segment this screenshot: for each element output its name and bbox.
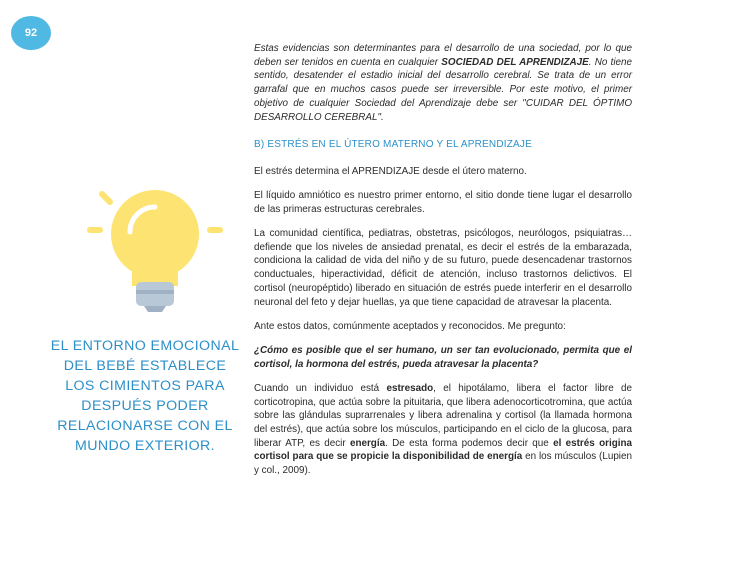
paragraph: Cuando un individuo está estresado, el hipotálamo, libera el factor libre de corticotropina, que actúa sobre la pituitaria, que libera adenocorticotromina, que actúa sobre las glándulas suprarrenales y libera adrenalina y cortisol (la llamada hormona del estrés), que actúa sobre los músculos, participando en el ciclo de la glucosa, para liberar ATP, es decir energía. De esta forma podemos decir que el estrés origina cortisol para que se propicie la disponibilidad de energía en los músculos (Lupien y col., 2009). — [254, 382, 632, 477]
quote-line: DEL BEBÉ ESTABLECE — [63, 358, 227, 374]
main-text-column — [254, 42, 632, 488]
page-number-badge — [11, 16, 51, 50]
pull-quote — [46, 336, 244, 456]
paragraph: El líquido amniótico es nuestro primer entorno, el sitio donde tiene lugar el desarrollo de las primeras estructuras cerebrales. — [254, 190, 632, 215]
quote-line: EL ENTORNO EMOCIONAL — [50, 338, 240, 354]
quote-line: MUNDO EXTERIOR. — [75, 438, 215, 454]
lightbulb-icon — [80, 172, 230, 322]
quote-line: LOS CIMIENTOS PARA — [65, 378, 225, 394]
page-number: 92 — [24, 27, 38, 39]
question-paragraph: ¿Cómo es posible que el ser humano, un ser tan evolucionado, permita que el cortisol, la hormona del estrés, pueda atravesar la placenta? — [254, 344, 632, 370]
quote-line: DESPUÉS PODER — [81, 398, 209, 414]
quote-line: RELACIONARSE CON EL — [57, 418, 233, 434]
paragraph: Ante estos datos, comúnmente aceptados y reconocidos. Me pregunto: — [254, 320, 566, 332]
intro-paragraph: Estas evidencias son determinantes para el desarrollo de una sociedad, por lo que deben ser tenidos en cuenta en cualquier SOCIEDAD DEL APRENDIZAJE. No tiene sentido, desatender el estadio inicial del desarrollo cerebral. Se trata de un error garrafal que en muchos casos puede ser irreversible. Por este motivo, el primer objetivo de cualquier Sociedad del Aprendizaje debe ser "CUIDAR DEL ÓPTIMO DESARROLLO CEREBRAL". — [254, 43, 632, 123]
section-heading: B) ESTRÉS EN EL ÚTERO MATERNO Y EL APRENDIZAJE — [254, 139, 532, 151]
paragraph: La comunidad científica, pediatras, obstetras, psicólogos, neurólogos, psiquiatras… defiende que los niveles de ansiedad prenatal, es decir el estrés de la embarazada, condiciona la calidad de vida del niño y de su futuro, puede desencadenar trastornos conductuales, hiperactividad, déficit de atención, incluso trastornos delictivos. El cortisol (neuropéptido) liberado en situación de estrés puede interferir en el desarrollo neuronal del feto y dejar huellas, ya que tiene capacidad de atravesar la placenta. — [254, 228, 632, 308]
paragraph: El estrés determina el APRENDIZAJE desde el útero materno. — [254, 165, 527, 177]
